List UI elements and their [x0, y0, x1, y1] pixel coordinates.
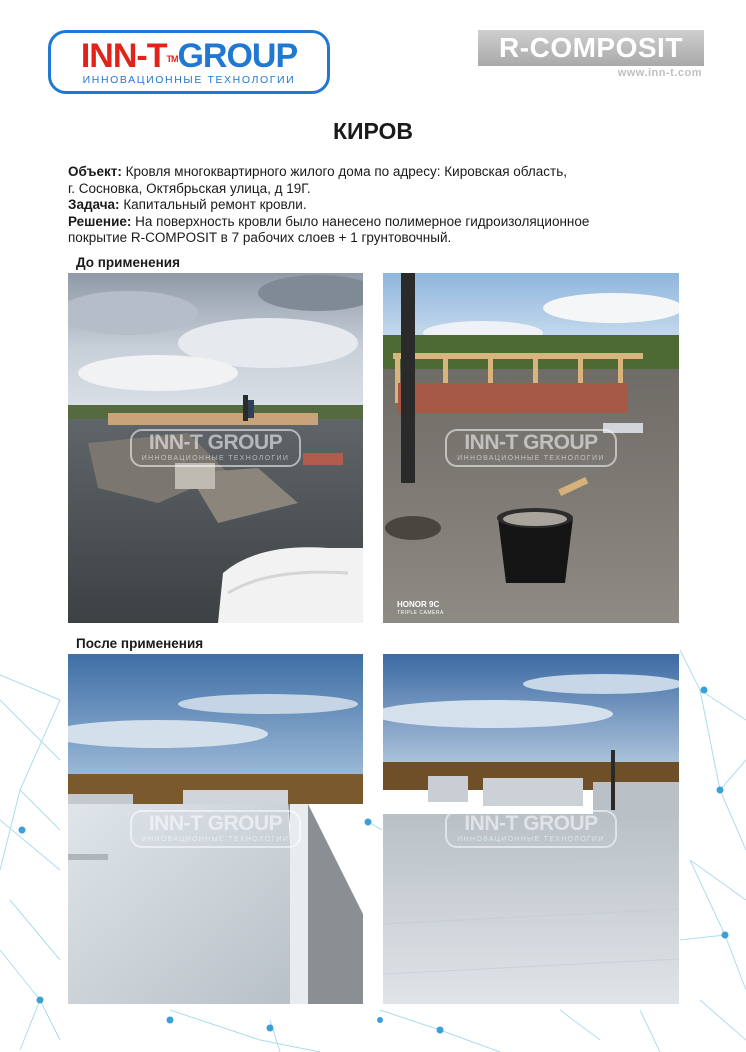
logo-subtitle: ИННОВАЦИОННЫЕ ТЕХНОЛОГИИ [82, 74, 296, 86]
page-title: КИРОВ [332, 118, 414, 144]
object-line [68, 164, 708, 181]
object-text: Кровля многоквартирного жилого дома по адресу: Кировская область, [121, 164, 568, 179]
watermark-text: INN-T GROUP [148, 431, 283, 454]
watermark-subtext: ИННОВАЦИОННЫЕ ТЕХНОЛОГИИ [457, 455, 605, 462]
photo-before-2-image [383, 273, 679, 623]
camera-stamp [397, 601, 444, 617]
task-line [68, 197, 708, 214]
watermark-text: INN-T GROUP [464, 812, 598, 835]
photo-after-2 [383, 654, 679, 1004]
photo-before-2 [383, 273, 679, 623]
after-section-label: После применения [76, 636, 204, 651]
task-text: Капитальный ремонт кровли. [119, 197, 307, 212]
website-link[interactable]: www.inn-t.com [617, 67, 702, 79]
solution-text: На поверхность кровли было нанесено полимерное гидроизоляционное [131, 213, 590, 229]
camera-sub: TRIPLE CAMERA [397, 610, 444, 616]
watermark-subtext: ИННОВАЦИОННЫЕ ТЕХНОЛОГИИ [141, 455, 290, 462]
photo-before-1 [68, 273, 363, 623]
inn-t-group-logo [48, 30, 330, 94]
before-section-label: До применения [76, 255, 180, 270]
logo-wordmark [51, 37, 327, 75]
photo-after-1-image [68, 654, 363, 1004]
watermark-text: INN-T GROUP [148, 812, 283, 835]
camera-model: HONOR 9C [397, 600, 440, 609]
object-line-2: г. Сосновка, Октябрьская улица, д 19Г. [68, 180, 311, 196]
watermark-text: INN-T GROUP [464, 431, 598, 454]
photo-before-1-image [68, 273, 363, 623]
logo-part2: GROUP [177, 37, 298, 75]
logo-trademark: TM [166, 54, 178, 64]
r-composit-logo: R-COMPOSIT [478, 30, 704, 66]
solution-label: Решение: [68, 213, 132, 229]
photo-after-2-image [383, 654, 679, 1004]
watermark-subtext: ИННОВАЦИОННЫЕ ТЕХНОЛОГИИ [457, 836, 605, 843]
solution-line-2: покрытие R-COMPOSIT в 7 рабочих слоев + 1 грунтовочный. [68, 230, 452, 245]
task-label: Задача: [68, 197, 120, 212]
project-description [68, 164, 708, 247]
watermark-subtext: ИННОВАЦИОННЫЕ ТЕХНОЛОГИИ [141, 836, 290, 843]
object-label: Объект: [68, 164, 122, 179]
photo-after-1 [68, 654, 363, 1004]
logo-part1: INN-T [80, 37, 167, 75]
solution-line [68, 214, 708, 231]
